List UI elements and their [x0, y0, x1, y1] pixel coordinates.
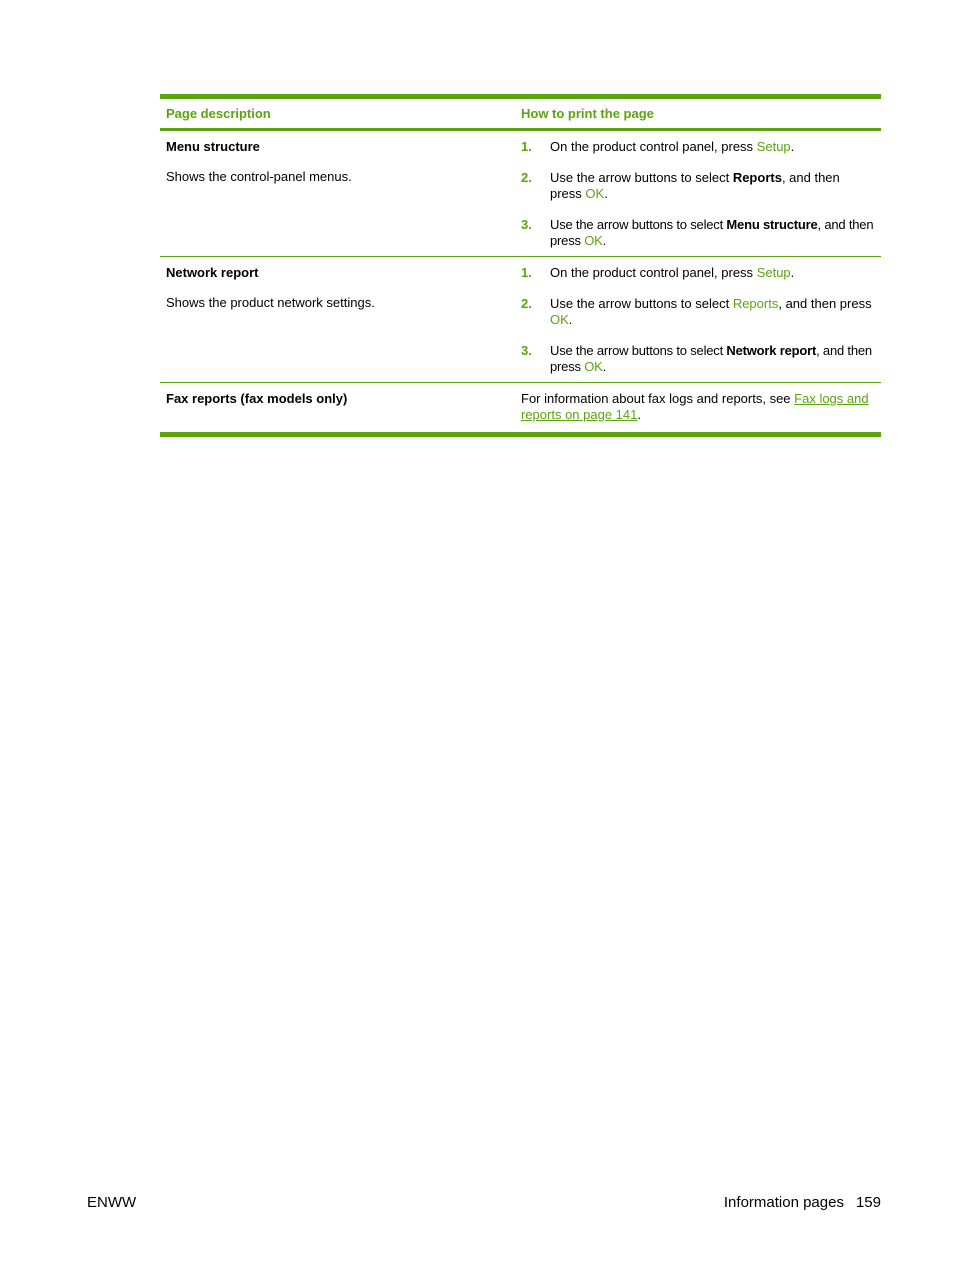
step-number: 2.	[521, 296, 532, 311]
setup-key: Setup	[756, 265, 791, 280]
ok-key: OK	[585, 186, 605, 201]
network-report-item: Network report	[726, 343, 817, 358]
step-number: 1.	[521, 265, 532, 280]
ok-key: OK	[584, 359, 603, 374]
table-row-menu-structure	[160, 131, 881, 257]
step-number: 3.	[521, 217, 532, 232]
menu-structure-item: Menu structure	[726, 217, 818, 232]
step-number: 3.	[521, 343, 532, 358]
step-number: 2.	[521, 170, 532, 185]
header-how-to-print: How to print the page	[521, 106, 654, 121]
fax-info-text: For information about fax logs and reports, see Fax logs and reports on page 141.	[521, 391, 869, 422]
row-description: Shows the product network settings.	[166, 295, 375, 310]
step-item: 3. Use the arrow buttons to select Menu structure, and then press OK.	[521, 217, 874, 248]
step-number: 1.	[521, 139, 532, 154]
reports-menu: Reports	[732, 170, 782, 185]
ok-key: OK	[550, 312, 569, 327]
ok-key: OK	[584, 233, 603, 248]
step-item: 1. On the product control panel, press Setup.	[521, 139, 795, 154]
fax-logs-link[interactable]: Fax logs and reports on page 141	[521, 391, 869, 422]
step-item: 3. Use the arrow buttons to select Network report, and then press OK.	[521, 343, 872, 374]
setup-key: Setup	[756, 139, 791, 154]
header-page-description: Page description	[166, 106, 271, 121]
row-title: Fax reports (fax models only)	[166, 391, 348, 406]
page-number: 159	[855, 1194, 881, 1211]
step-item: 2. Use the arrow buttons to select Reports, and then press OK.	[521, 296, 872, 327]
row-title: Network report	[166, 265, 259, 280]
row-title: Menu structure	[166, 139, 260, 154]
step-item: 1. On the product control panel, press Setup.	[521, 265, 795, 280]
footer-page-info	[724, 1194, 881, 1211]
table-row-network-report	[160, 257, 881, 383]
footer-section-title: Information pages	[723, 1194, 844, 1211]
table-header	[160, 99, 881, 131]
table-row-fax-reports	[160, 383, 881, 432]
footer-enww: ENWW	[87, 1194, 137, 1211]
row-description: Shows the control-panel menus.	[166, 169, 352, 184]
info-pages-table	[160, 94, 881, 437]
reports-menu: Reports	[732, 296, 779, 311]
step-item: 2. Use the arrow buttons to select Reports, and then press OK.	[521, 170, 840, 201]
